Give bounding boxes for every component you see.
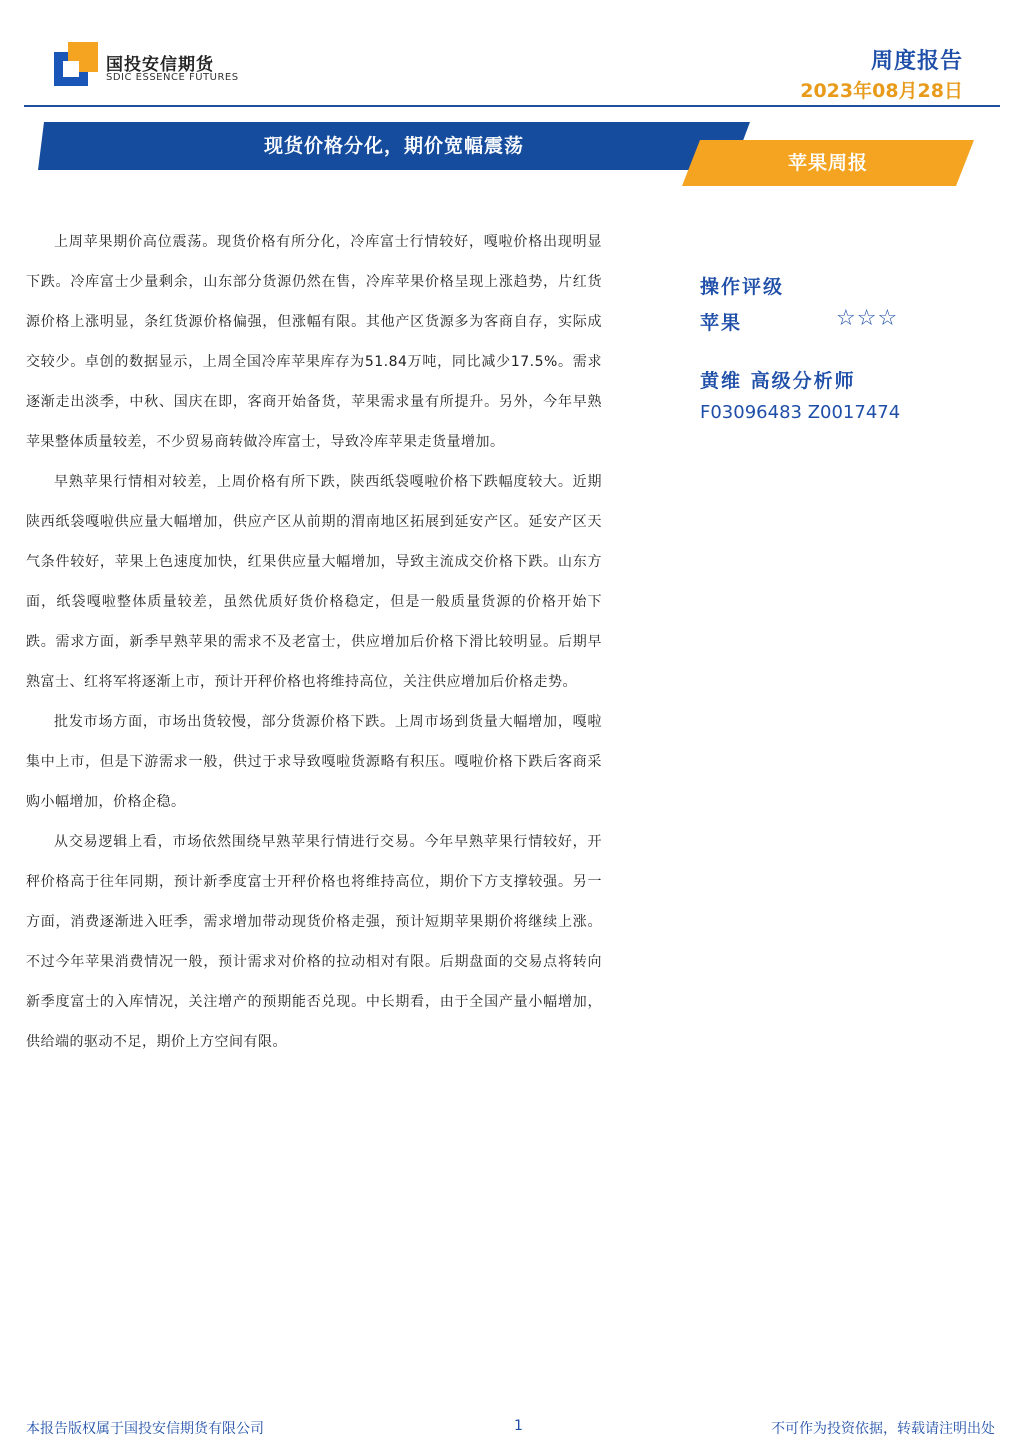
footer-copyright: 本报告版权属于国投安信期货有限公司	[26, 1421, 264, 1437]
logo-chinese-name: 国投安信期货	[106, 55, 214, 75]
footer-disclaimer: 不可作为投资依据，转载请注明出处	[771, 1421, 995, 1437]
rating-stars-icon: ☆☆☆	[836, 306, 899, 331]
report-type: 周度报告	[870, 49, 963, 74]
report-date: 2023年08月28日	[800, 80, 963, 102]
company-logo	[54, 42, 244, 88]
body-paragraph: 早熟苹果行情相对较差，上周价格有所下跌，陕西纸袋嘎啦价格下跌幅度较大。近期陕西纸袋嘎啦供应量大幅增加，供应产区从前期的渭南地区拓展到延安产区。延安产区天气条件较好，苹果上色速度加快，红果供应量大幅增加，导致主流成交价格下跌。山东方面，纸袋嘎啦整体质量较差，虽然优质好货价格稳定，但是一般质量货源的价格开始下跌。需求方面，新季早熟苹果的需求不及老富士，供应增加后价格下滑比较明显。后期早熟富士、红将军将逐渐上市，预计开秤价格也将维持高位，关注供应增加后价格走势。	[26, 474, 602, 690]
rating-title: 操作评级	[700, 276, 785, 298]
header-divider	[24, 105, 1000, 107]
body-paragraph: 上周苹果期价高位震荡。现货价格有所分化，冷库富士行情较好，嘎啦价格出现明显下跌。冷库富士少量剩余，山东部分货源仍然在售，冷库苹果价格呈现上涨趋势，片红货源价格上涨明显，条红货源价格偏强，但涨幅有限。其他产区货源多为客商自存，实际成交较少。卓创的数据显示，上周全国冷库苹果库存为51.84万吨，同比减少17.5%。需求逐渐走出淡季，中秋、国庆在即，客商开始备货，苹果需求量有所提升。另外，今年早熟苹果整体质量较差，不少贸易商转做冷库富士，导致冷库苹果走货量增加。	[26, 234, 602, 450]
analyst-license-codes: F03096483 Z0017474	[700, 402, 901, 423]
rating-product: 苹果	[700, 312, 743, 334]
body-paragraph: 批发市场方面，市场出货较慢，部分货源价格下跌。上周市场到货量大幅增加，嘎啦集中上市，但是下游需求一般，供过于求导致嘎啦货源略有积压。嘎啦价格下跌后客商采购小幅增加，价格企稳。	[26, 714, 602, 810]
analyst-name: 黄维 高级分析师	[700, 370, 856, 392]
report-title: 现货价格分化，期价宽幅震荡	[263, 135, 524, 157]
report-header	[0, 0, 1025, 110]
report-body	[26, 222, 602, 1062]
body-paragraph: 从交易逻辑上看，市场依然围绕早熟苹果行情进行交易。今年早熟苹果行情较好，开秤价格高于往年同期，预计新季度富士开秤价格也将维持高位，期价下方支撑较强。另一方面，消费逐渐进入旺季，需求增加带动现货价格走强，预计短期苹果期价将继续上涨。不过今年苹果消费情况一般，预计需求对价格的拉动相对有限。后期盘面的交易点将转向新季度富士的入库情况，关注增产的预期能否兑现。中长期看，由于全国产量小幅增加，供给端的驱动不足，期价上方空间有限。	[26, 834, 602, 1050]
logo-english-name: SDIC ESSENCE FUTURES	[106, 72, 239, 83]
logo-mark-icon	[54, 42, 98, 86]
page-number: 1	[514, 1418, 523, 1434]
report-subtitle: 苹果周报	[787, 152, 868, 174]
